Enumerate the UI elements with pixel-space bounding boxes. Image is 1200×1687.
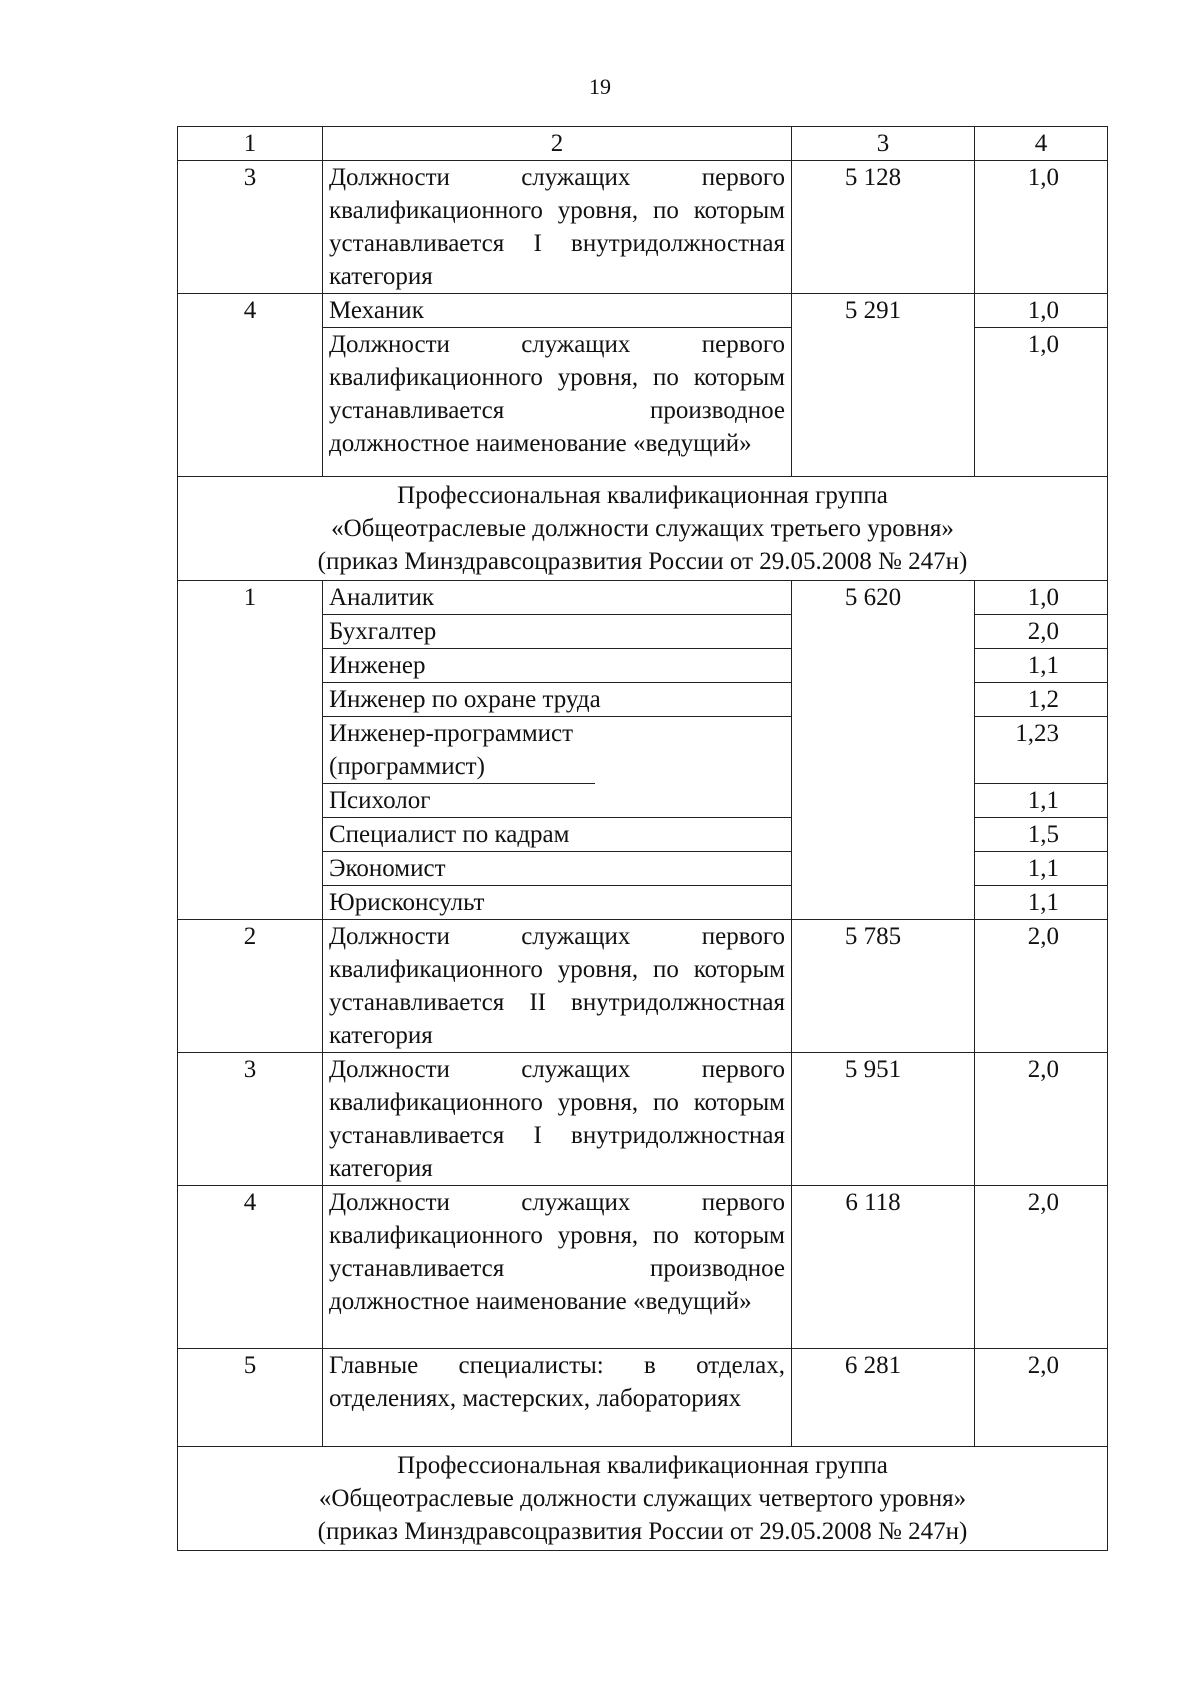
coefficient: 2,0 bbox=[975, 1186, 1108, 1349]
position-list bbox=[323, 581, 792, 920]
group-order: (приказ Минздравсоцразвития России от 29.05.2008 № 247н) bbox=[317, 548, 968, 575]
group-heading-row bbox=[178, 477, 1108, 581]
position-description: Должности служащих первого квалификационного уровня, по которым устанавливается I внутридолжностная категория bbox=[323, 161, 792, 294]
header-cell: 2 bbox=[323, 127, 792, 161]
salary-value: 5 291 bbox=[792, 294, 975, 477]
level-number: 4 bbox=[178, 294, 323, 477]
position-name: Юрисконсульт bbox=[329, 889, 485, 916]
coefficient: 2,0 bbox=[975, 1053, 1108, 1186]
level-number: 3 bbox=[178, 161, 323, 294]
position-name: Психолог bbox=[323, 784, 791, 818]
table-row bbox=[178, 1186, 1108, 1349]
position-name: Инженер по охране труда bbox=[323, 683, 791, 717]
header-cell: 1 bbox=[178, 127, 323, 161]
level-number: 2 bbox=[178, 920, 323, 1053]
position-name: Экономист bbox=[323, 852, 791, 886]
salary-value: 5 620 bbox=[792, 581, 975, 920]
position-name: Специалист по кадрам bbox=[323, 818, 791, 852]
level-number: 4 bbox=[178, 1186, 323, 1349]
group-order: (приказ Минздравсоцразвития России от 29.05.2008 № 247н) bbox=[317, 1518, 968, 1545]
table-row bbox=[178, 294, 1108, 477]
position-name: Механик bbox=[323, 294, 791, 328]
coefficient: 1,5 bbox=[975, 818, 1107, 852]
coefficient: 1,0 bbox=[975, 161, 1108, 294]
coefficient-list bbox=[975, 581, 1108, 920]
level-number: 1 bbox=[178, 581, 323, 920]
table-header-row bbox=[178, 127, 1108, 161]
position-name: Бухгалтер bbox=[323, 615, 791, 649]
group-heading-row bbox=[178, 1447, 1108, 1551]
group-title: Профессиональная квалификационная группа bbox=[397, 482, 888, 509]
coefficient: 1,0 bbox=[975, 294, 1107, 328]
table-row bbox=[178, 1053, 1108, 1186]
group-title: Профессиональная квалификационная группа bbox=[397, 1452, 888, 1479]
position-description: Должности служащих первого квалификационного уровня, по которым устанавливается I внутридолжностная категория bbox=[323, 1053, 792, 1186]
position-list bbox=[323, 294, 792, 477]
level-number: 3 bbox=[178, 1053, 323, 1186]
coefficient: 1,1 bbox=[975, 852, 1107, 886]
coefficient-list bbox=[975, 294, 1108, 477]
page-number: 19 bbox=[589, 74, 611, 99]
table-row bbox=[178, 161, 1108, 294]
level-number: 5 bbox=[178, 1349, 323, 1447]
coefficient: 1,23 bbox=[975, 717, 1107, 784]
salary-value: 6 281 bbox=[792, 1349, 975, 1447]
table-row bbox=[178, 920, 1108, 1053]
coefficient: 2,0 bbox=[975, 1349, 1108, 1447]
group-subtitle: «Общеотраслевые должности служащих третьего уровня» bbox=[331, 515, 954, 542]
coefficient: 2,0 bbox=[975, 920, 1108, 1053]
position-name: Инженер bbox=[323, 649, 791, 683]
coefficient: 1,1 bbox=[1027, 889, 1059, 916]
header-cell: 4 bbox=[975, 127, 1108, 161]
coefficient: 1,1 bbox=[975, 784, 1107, 818]
group-heading bbox=[178, 1447, 1108, 1551]
position-description: Должности служащих первого квалификационного уровня, по которым устанавливается производное должностное наименование «ведущий» bbox=[329, 331, 785, 457]
table-row bbox=[178, 1349, 1108, 1447]
salary-value: 5 951 bbox=[792, 1053, 975, 1186]
position-description: Должности служащих первого квалификационного уровня, по которым устанавливается II внутридолжностная категория bbox=[323, 920, 792, 1053]
salary-value: 5 785 bbox=[792, 920, 975, 1053]
group-subtitle: «Общеотраслевые должности служащих четвертого уровня» bbox=[318, 1485, 967, 1512]
coefficient: 2,0 bbox=[975, 615, 1107, 649]
coefficient: 1,2 bbox=[975, 683, 1107, 717]
position-name: Инженер-программист (программист) bbox=[323, 717, 595, 784]
table-row bbox=[178, 581, 1108, 920]
header-cell: 3 bbox=[792, 127, 975, 161]
coefficient: 1,1 bbox=[975, 649, 1107, 683]
salary-table bbox=[177, 126, 1108, 1551]
position-description: Должности служащих первого квалификационного уровня, по которым устанавливается производное должностное наименование «ведущий» bbox=[323, 1186, 792, 1349]
group-heading bbox=[178, 477, 1108, 581]
position-name: Аналитик bbox=[323, 581, 791, 615]
coefficient: 1,0 bbox=[975, 581, 1107, 615]
salary-value: 5 128 bbox=[792, 161, 975, 294]
coefficient: 1,0 bbox=[1027, 331, 1059, 358]
position-description: Главные специалисты: в отделах, отделениях, мастерских, лабораториях bbox=[323, 1349, 792, 1447]
salary-value: 6 118 bbox=[792, 1186, 975, 1349]
